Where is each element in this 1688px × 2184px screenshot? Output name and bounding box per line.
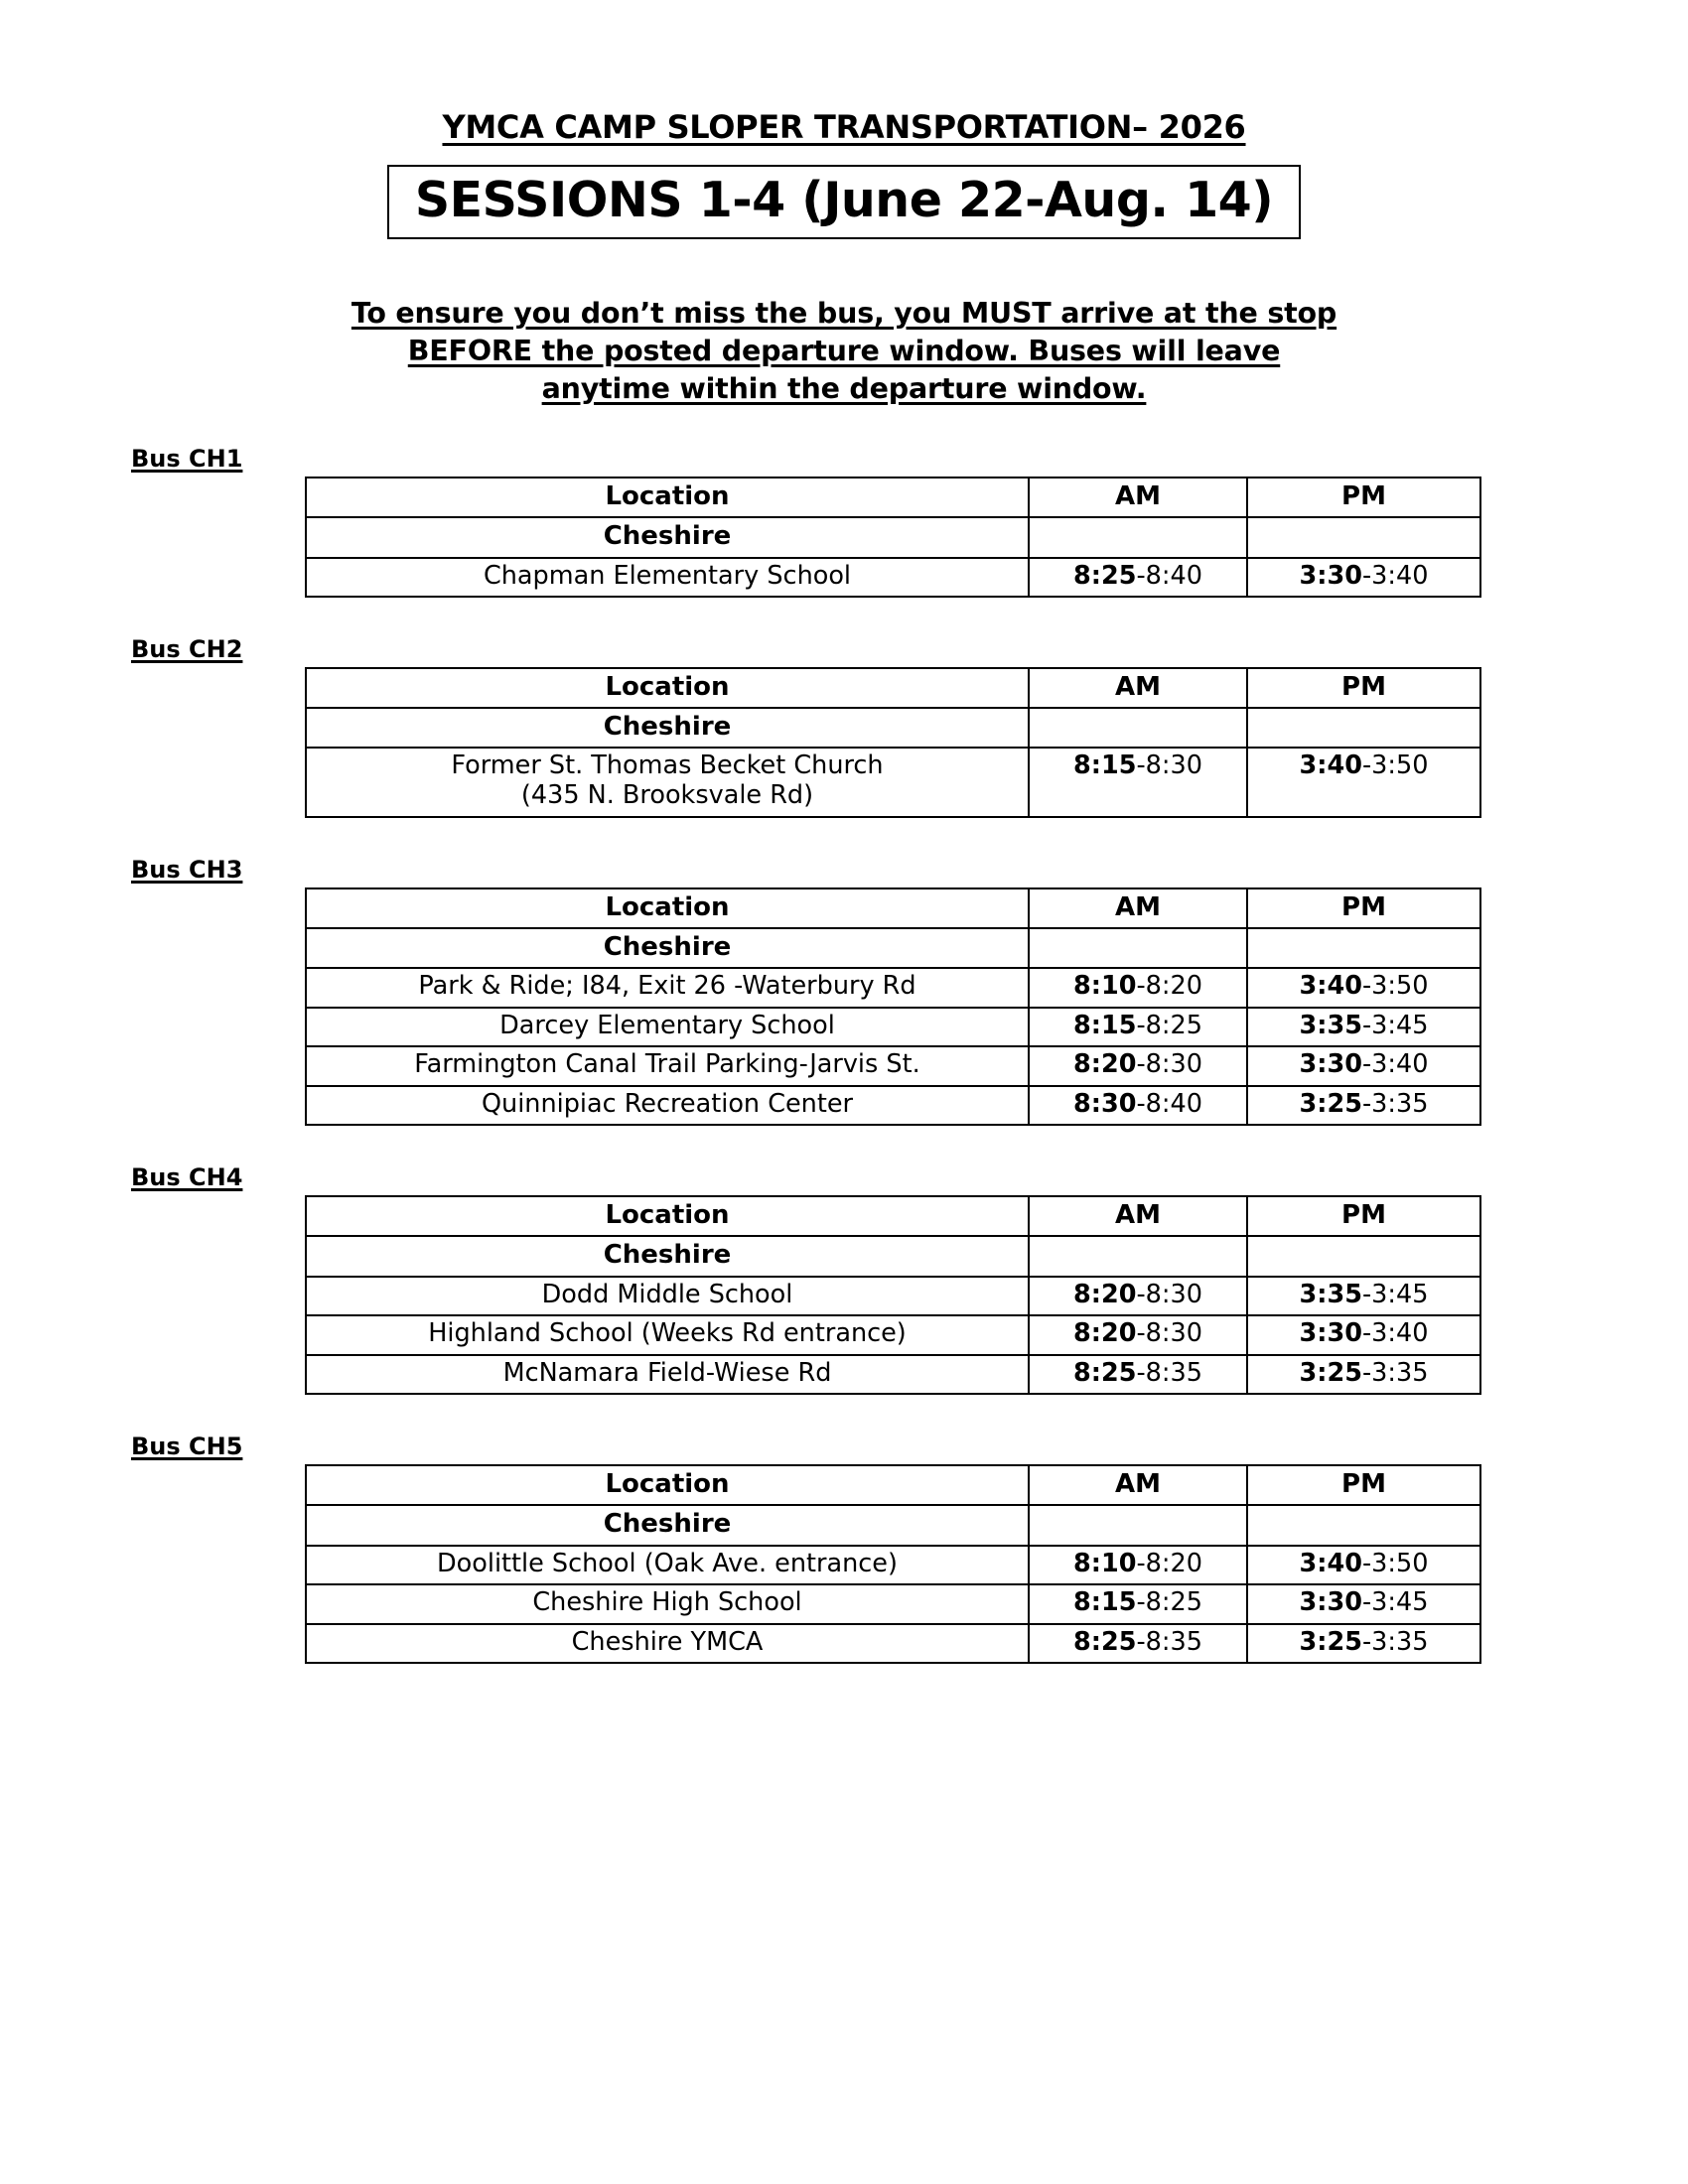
- stop-pm-window: [1247, 1584, 1480, 1624]
- table-row: [306, 1624, 1480, 1664]
- stop-pm-window-start: 3:40: [1299, 1548, 1362, 1578]
- column-header-pm: PM: [1247, 668, 1480, 708]
- arrival-notice-line-2: BEFORE the posted departure window. Buses will leave: [407, 335, 1281, 368]
- bus-label: [131, 1433, 242, 1460]
- stop-am-window: [1029, 1277, 1247, 1316]
- table-header-row: [306, 1196, 1480, 1236]
- stop-location-line: Dodd Middle School: [541, 1279, 793, 1309]
- bus-label-text: Bus CH3: [131, 855, 243, 884]
- stop-pm-window: [1247, 748, 1480, 816]
- town-name: Cheshire: [306, 1236, 1029, 1276]
- column-header-am: AM: [1029, 888, 1247, 928]
- table-row: [306, 748, 1480, 816]
- bus-label: [131, 635, 242, 663]
- stop-am-window-end: -8:35: [1136, 1626, 1202, 1657]
- stop-am-window-start: 8:10: [1073, 970, 1137, 1001]
- column-header-am: AM: [1029, 478, 1247, 517]
- stop-am-window: [1029, 1624, 1247, 1664]
- column-header-am: AM: [1029, 668, 1247, 708]
- stop-pm-window: [1247, 1277, 1480, 1316]
- stop-pm-window-start: 3:30: [1299, 1049, 1362, 1080]
- stop-am-window-end: -8:30: [1136, 751, 1202, 781]
- stop-pm-window-start: 3:40: [1299, 970, 1362, 1001]
- bus-schedule-table: [305, 1464, 1481, 1664]
- table-header-row: [306, 668, 1480, 708]
- stop-pm-window: [1247, 558, 1480, 598]
- bus-schedule-list: [0, 445, 1688, 1664]
- town-row-pm-blank: [1247, 1505, 1480, 1545]
- stop-am-window-end: -8:35: [1136, 1357, 1202, 1388]
- bus-label-text: Bus CH4: [131, 1163, 243, 1192]
- bus-schedule-table: [305, 887, 1481, 1127]
- stop-pm-window-start: 3:30: [1299, 1318, 1362, 1349]
- stop-am-window-end: -8:30: [1136, 1049, 1202, 1080]
- stop-pm-window: [1247, 1086, 1480, 1126]
- stop-am-window: [1029, 968, 1247, 1008]
- bus-schedule-table: [305, 477, 1481, 598]
- stop-location: [306, 1008, 1029, 1047]
- town-row: [306, 1505, 1480, 1545]
- stop-pm-window: [1247, 1355, 1480, 1395]
- stop-am-window-start: 8:20: [1073, 1318, 1137, 1349]
- table-row: [306, 1086, 1480, 1126]
- town-row-am-blank: [1029, 1236, 1247, 1276]
- bus-section: [0, 1163, 1688, 1395]
- stop-am-window-end: -8:40: [1136, 560, 1202, 591]
- town-row: [306, 928, 1480, 968]
- stop-pm-window-start: 3:25: [1299, 1357, 1362, 1388]
- stop-location-line: Quinnipiac Recreation Center: [481, 1088, 854, 1119]
- stop-am-window: [1029, 1315, 1247, 1355]
- town-row: [306, 708, 1480, 748]
- stop-pm-window: [1247, 1546, 1480, 1585]
- stop-pm-window-start: 3:35: [1299, 1010, 1362, 1040]
- stop-am-window-start: 8:20: [1073, 1279, 1137, 1309]
- bus-section: [0, 445, 1688, 598]
- stop-am-window-start: 8:30: [1073, 1088, 1137, 1119]
- stop-am-window-end: -8:25: [1136, 1587, 1202, 1618]
- bus-label: [131, 856, 242, 884]
- stop-location-line: Cheshire High School: [532, 1587, 802, 1618]
- stop-location: [306, 968, 1029, 1008]
- town-row-pm-blank: [1247, 1236, 1480, 1276]
- stop-am-window-start: 8:25: [1073, 560, 1137, 591]
- column-header-location: Location: [306, 478, 1029, 517]
- page-title: [0, 0, 1688, 146]
- bus-label-text: Bus CH2: [131, 635, 243, 664]
- table-row: [306, 968, 1480, 1008]
- stop-am-window-start: 8:25: [1073, 1626, 1137, 1657]
- stop-location-line: Cheshire YMCA: [571, 1626, 764, 1657]
- bus-section: [0, 1433, 1688, 1664]
- stop-am-window-start: 8:25: [1073, 1357, 1137, 1388]
- stop-am-window-end: -8:25: [1136, 1010, 1202, 1040]
- stop-am-window-end: -8:40: [1136, 1088, 1202, 1119]
- session-banner: [0, 165, 1688, 239]
- table-header-row: [306, 1465, 1480, 1505]
- stop-location-line: Highland School (Weeks Rd entrance): [428, 1318, 907, 1349]
- stop-pm-window-start: 3:25: [1299, 1626, 1362, 1657]
- stop-pm-window: [1247, 968, 1480, 1008]
- stop-am-window-end: -8:20: [1136, 1548, 1202, 1578]
- column-header-location: Location: [306, 1465, 1029, 1505]
- stop-pm-window: [1247, 1008, 1480, 1047]
- stop-location-line: Doolittle School (Oak Ave. entrance): [437, 1548, 898, 1578]
- stop-location-line: Farmington Canal Trail Parking-Jarvis St.: [414, 1049, 920, 1080]
- stop-pm-window-start: 3:35: [1299, 1279, 1362, 1309]
- session-banner-text: SESSIONS 1-4 (June 22-Aug. 14): [387, 165, 1301, 239]
- stop-pm-window-end: -3:45: [1361, 1010, 1429, 1040]
- stop-pm-window-end: -3:50: [1361, 1548, 1429, 1578]
- town-row-am-blank: [1029, 928, 1247, 968]
- stop-location: [306, 1355, 1029, 1395]
- stop-pm-window-start: 3:40: [1299, 751, 1362, 781]
- stop-pm-window-start: 3:30: [1299, 560, 1362, 591]
- stop-pm-window: [1247, 1315, 1480, 1355]
- arrival-notice-line-3: anytime within the departure window.: [541, 371, 1147, 405]
- stop-am-window: [1029, 1355, 1247, 1395]
- stop-am-window-start: 8:20: [1073, 1049, 1137, 1080]
- table-row: [306, 1008, 1480, 1047]
- stop-pm-window-end: -3:45: [1361, 1587, 1429, 1618]
- column-header-pm: PM: [1247, 1465, 1480, 1505]
- town-row-am-blank: [1029, 1505, 1247, 1545]
- stop-am-window: [1029, 1584, 1247, 1624]
- stop-am-window: [1029, 1546, 1247, 1585]
- stop-am-window: [1029, 1008, 1247, 1047]
- stop-am-window-start: 8:15: [1073, 1587, 1137, 1618]
- stop-pm-window: [1247, 1046, 1480, 1086]
- stop-pm-window-end: -3:40: [1361, 560, 1429, 591]
- stop-location: [306, 1277, 1029, 1316]
- bus-label: [131, 445, 242, 473]
- stop-am-window-start: 8:15: [1073, 1010, 1137, 1040]
- stop-location: [306, 1315, 1029, 1355]
- stop-pm-window: [1247, 1624, 1480, 1664]
- column-header-location: Location: [306, 668, 1029, 708]
- town-name: Cheshire: [306, 517, 1029, 557]
- bus-section: [0, 635, 1688, 817]
- bus-label-text: Bus CH1: [131, 445, 243, 474]
- stop-location-line: (435 N. Brooksvale Rd): [520, 780, 814, 811]
- column-header-location: Location: [306, 1196, 1029, 1236]
- bus-label: [131, 1163, 242, 1191]
- table-row: [306, 558, 1480, 598]
- stop-am-window-start: 8:15: [1073, 751, 1137, 781]
- arrival-notice: [0, 295, 1688, 407]
- column-header-pm: PM: [1247, 1196, 1480, 1236]
- stop-am-window-end: -8:20: [1136, 970, 1202, 1001]
- stop-pm-window-end: -3:45: [1361, 1279, 1429, 1309]
- stop-pm-window-end: -3:50: [1361, 751, 1429, 781]
- town-row-am-blank: [1029, 708, 1247, 748]
- table-row: [306, 1046, 1480, 1086]
- town-name: Cheshire: [306, 708, 1029, 748]
- stop-am-window-start: 8:10: [1073, 1548, 1137, 1578]
- town-row-pm-blank: [1247, 708, 1480, 748]
- stop-location-line: Chapman Elementary School: [483, 560, 852, 591]
- table-header-row: [306, 478, 1480, 517]
- stop-pm-window-start: 3:25: [1299, 1088, 1362, 1119]
- stop-am-window: [1029, 558, 1247, 598]
- stop-location: [306, 1086, 1029, 1126]
- table-row: [306, 1315, 1480, 1355]
- stop-location: [306, 1546, 1029, 1585]
- table-row: [306, 1277, 1480, 1316]
- table-row: [306, 1355, 1480, 1395]
- stop-pm-window-end: -3:50: [1361, 970, 1429, 1001]
- stop-pm-window-end: -3:35: [1361, 1357, 1429, 1388]
- stop-location-line: Former St. Thomas Becket Church: [451, 751, 884, 781]
- stop-am-window: [1029, 1046, 1247, 1086]
- stop-pm-window-end: -3:40: [1361, 1049, 1429, 1080]
- column-header-pm: PM: [1247, 888, 1480, 928]
- town-row: [306, 1236, 1480, 1276]
- stop-pm-window-end: -3:35: [1361, 1088, 1429, 1119]
- stop-location-line: Park & Ride; I84, Exit 26 -Waterbury Rd: [418, 970, 916, 1001]
- stop-pm-window-end: -3:40: [1361, 1318, 1429, 1349]
- town-row-am-blank: [1029, 517, 1247, 557]
- town-row-pm-blank: [1247, 517, 1480, 557]
- town-name: Cheshire: [306, 1505, 1029, 1545]
- town-row-pm-blank: [1247, 928, 1480, 968]
- column-header-am: AM: [1029, 1196, 1247, 1236]
- table-row: [306, 1546, 1480, 1585]
- stop-am-window-end: -8:30: [1136, 1318, 1202, 1349]
- stop-am-window: [1029, 748, 1247, 816]
- stop-am-window-end: -8:30: [1136, 1279, 1202, 1309]
- page-title-text: YMCA CAMP SLOPER TRANSPORTATION– 2026: [442, 108, 1246, 146]
- stop-location-line: Darcey Elementary School: [499, 1010, 835, 1040]
- bus-section: [0, 856, 1688, 1127]
- town-name: Cheshire: [306, 928, 1029, 968]
- arrival-notice-line-1: To ensure you don’t miss the bus, you MUST arrive at the stop: [351, 297, 1337, 331]
- town-row: [306, 517, 1480, 557]
- stop-location-line: McNamara Field-Wiese Rd: [502, 1357, 832, 1388]
- stop-location: [306, 748, 1029, 816]
- bus-label-text: Bus CH5: [131, 1433, 243, 1461]
- bus-schedule-table: [305, 667, 1481, 817]
- stop-location: [306, 558, 1029, 598]
- column-header-am: AM: [1029, 1465, 1247, 1505]
- column-header-location: Location: [306, 888, 1029, 928]
- stop-pm-window-start: 3:30: [1299, 1587, 1362, 1618]
- stop-location: [306, 1584, 1029, 1624]
- column-header-pm: PM: [1247, 478, 1480, 517]
- bus-schedule-table: [305, 1195, 1481, 1395]
- stop-am-window: [1029, 1086, 1247, 1126]
- table-row: [306, 1584, 1480, 1624]
- stop-pm-window-end: -3:35: [1361, 1626, 1429, 1657]
- table-header-row: [306, 888, 1480, 928]
- stop-location: [306, 1046, 1029, 1086]
- stop-location: [306, 1624, 1029, 1664]
